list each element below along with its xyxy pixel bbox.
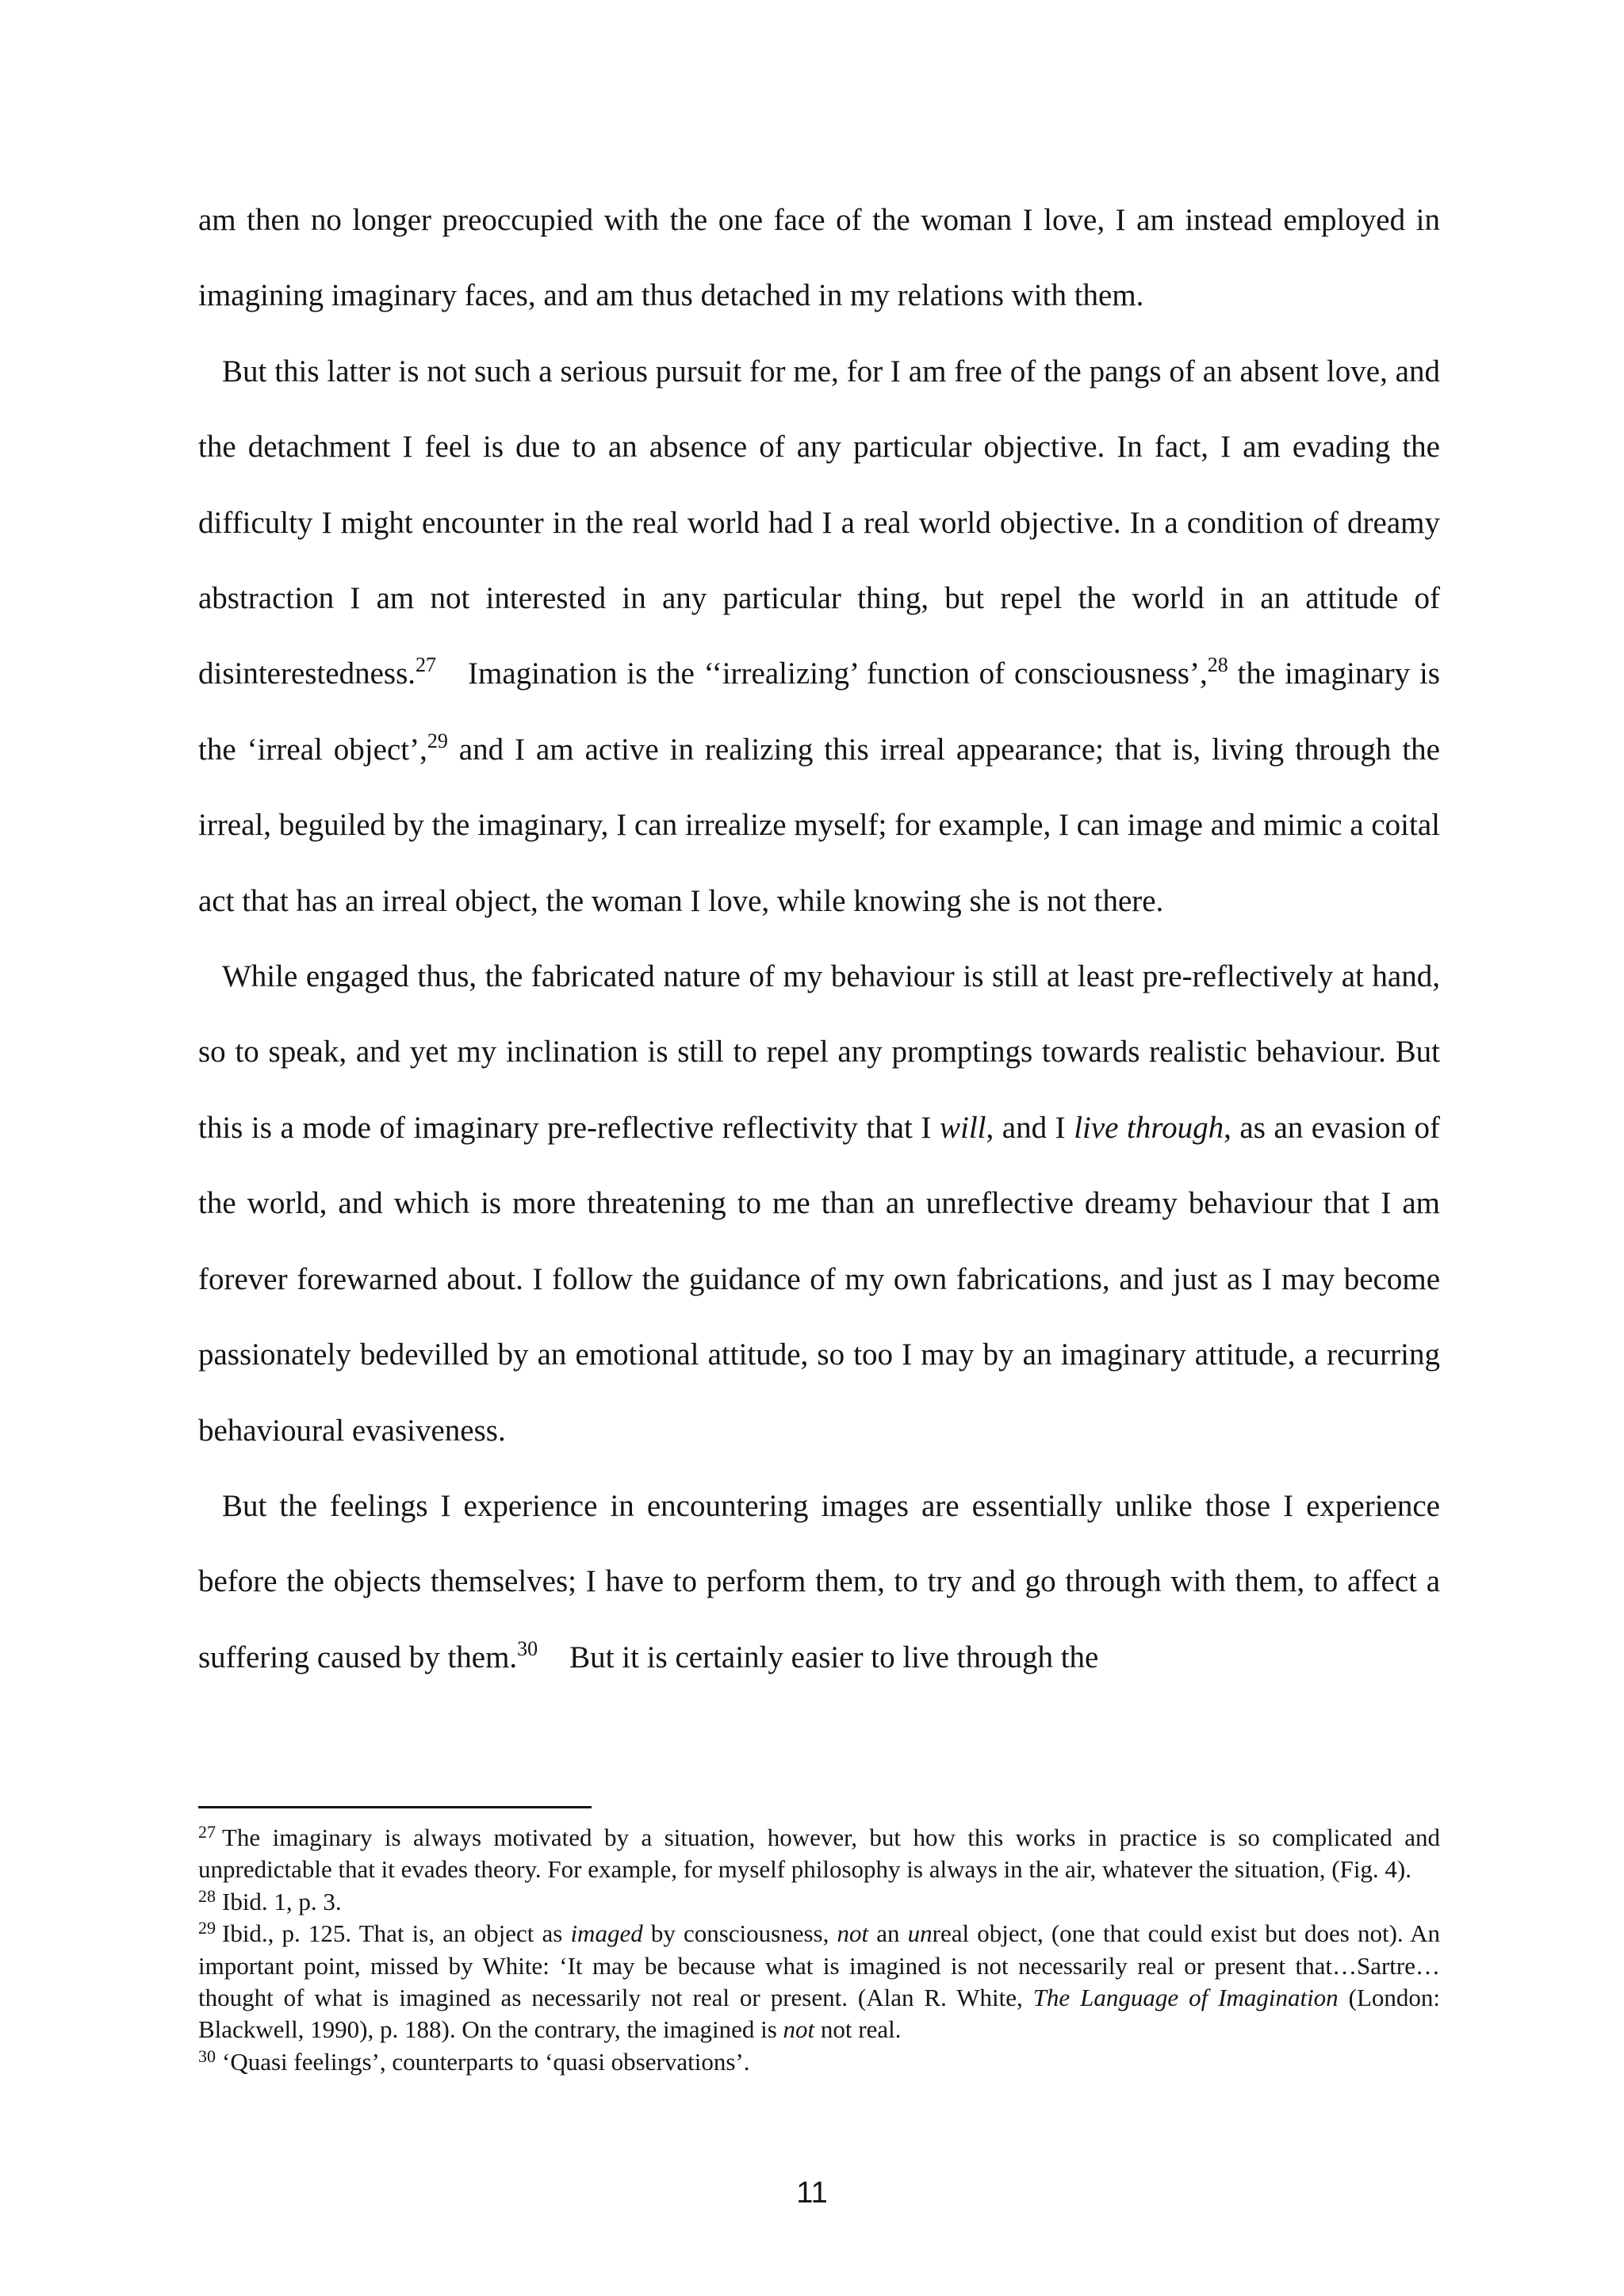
footnote-separator — [198, 1806, 592, 1808]
paragraph-2-text-a: But this latter is not such a serious pursuit for me, for I am free of the pangs of an absent love, and the detachment I feel is due to an absence of any particular objective. In fact, I am evading the difficulty I might encounter in the real world had I a real world objective. In a condition of dreamy abstraction I am not interested in any particular thing, but repel the world in an attitude of disinterestedness. — [198, 354, 1440, 691]
page-number: 11 — [796, 2176, 828, 2210]
emphasis-un: un — [907, 1919, 933, 1948]
footnote-number: 29 — [198, 1918, 216, 1938]
footnote-27 — [198, 1822, 1440, 1886]
footnote-28-text: Ibid. 1, p. 3. — [222, 1887, 342, 1915]
footnote-ref-29[interactable]: 29 — [427, 729, 448, 752]
footnote-ref-27[interactable]: 27 — [416, 653, 437, 677]
footnote-29-text-e: (London: Blackwell, 1990), p. 188). On the contrary, the imagined is — [198, 1984, 1441, 2044]
paragraph-2-text-d: and I am active in realizing this irreal appearance; that is, living through the irreal, beguiled by the imaginary, I can irrealize myself; for example, I can image and mimic a coital act that has an irreal object, the woman I love, while knowing she is not there. — [198, 732, 1440, 918]
footnote-number: 30 — [198, 2045, 216, 2066]
footnote-27-text: The imaginary is always motivated by a situation, however, but how this works in practice is so complicated and unpredictable that it evades theory. For example, for myself philosophy is always in the air, whatever the situation, (Fig. 4). — [198, 1823, 1440, 1884]
emphasis-not: not — [837, 1919, 869, 1948]
paragraph-2-text-b: Imagination is the ‘‘irrealizing’ function of consciousness’, — [468, 656, 1208, 691]
footnote-29-text-d: real object, (one that could exist but does not). An important point, missed by White: ‘It may be because what is imagined is not necessarily real or present that…Sartre…thought of what is imagined as necessarily not real or present. (Alan R. White, — [198, 1919, 1440, 2012]
paragraph-1-text: am then no longer preoccupied with the one face of the woman I love, I am instead employed in imagining imaginary faces, and am thus detached in my relations with them. — [198, 203, 1440, 313]
book-title: The Language of Imagination — [1032, 1984, 1339, 2012]
footnote-29-text-a: Ibid., p. 125. That is, an object as — [222, 1919, 571, 1948]
footnote-29 — [198, 1918, 1440, 2046]
footnote-30 — [198, 2046, 1440, 2078]
footnote-ref-28[interactable]: 28 — [1207, 653, 1228, 677]
footnote-30-text: ‘Quasi feelings’, counterparts to ‘quasi observations’. — [222, 2047, 750, 2076]
footnote-29-text-c: an — [868, 1919, 908, 1948]
main-text — [198, 182, 1440, 1695]
paragraph-3-text-b: , and I — [986, 1110, 1074, 1145]
emphasis-imaged: imaged — [570, 1919, 643, 1948]
paragraph-4-text-a: But the feelings I experience in encountering images are essentially unlike those I experience before the objects themselves; I have to perform them, to try and go through with them, to affect a suffering caused by them. — [198, 1488, 1440, 1674]
footnote-29-text-f: not real. — [814, 2015, 902, 2044]
footnote-number: 28 — [198, 1885, 216, 1906]
paragraph-4-text-b: But it is certainly easier to live through the — [569, 1640, 1099, 1674]
emphasis-live-through: live through — [1074, 1110, 1224, 1145]
emphasis-will: will — [939, 1110, 986, 1145]
footnote-29-text-b: by consciousness, — [642, 1919, 837, 1948]
paragraph-4 — [198, 1468, 1440, 1695]
paragraph-3-text-c: , as an evasion of the world, and which is more threatening to me than an unreflective dreamy behaviour that I am forever forewarned about. I follow the guidance of my own fabrications, and just as I may become passionately bedevilled by an emotional attitude, so too I may by an imaginary attitude, a recurring behavioural evasiveness. — [198, 1110, 1440, 1448]
footnote-ref-30[interactable]: 30 — [517, 1636, 538, 1660]
paragraph-3 — [198, 939, 1440, 1468]
paragraph-1 — [198, 182, 1440, 334]
paragraph-2-text-c: the imaginary is the ‘irreal object’, — [198, 656, 1440, 767]
footnote-28 — [198, 1886, 1440, 1918]
footnotes — [198, 1822, 1440, 2078]
footnote-number: 27 — [198, 1822, 216, 1842]
emphasis-not-2: not — [783, 2015, 815, 2044]
paragraph-2 — [198, 334, 1440, 939]
paragraph-3-text-a: While engaged thus, the fabricated nature of my behaviour is still at least pre-reflectively at hand, so to speak, and yet my inclination is still to repel any promptings towards realistic behaviour. But this is a mode of imaginary pre-reflective reflectivity that I — [198, 959, 1440, 1145]
